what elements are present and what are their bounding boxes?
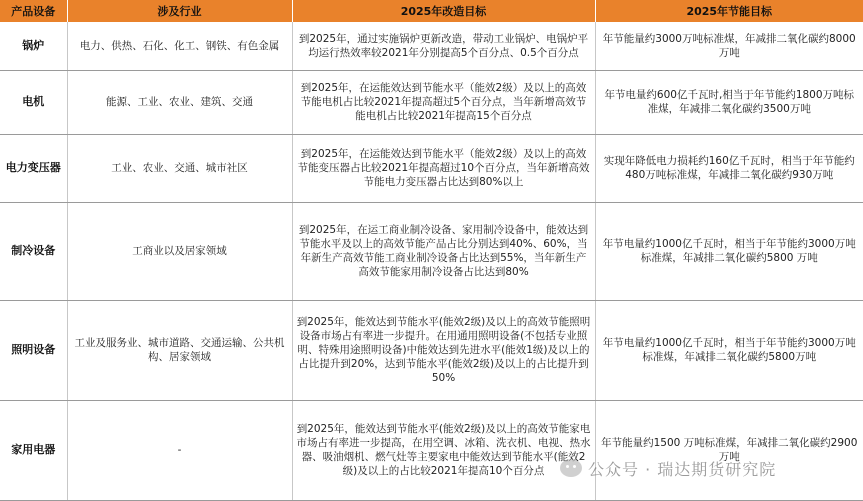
- cell-product: 制冷设备: [0, 202, 67, 300]
- cell-product: 电力变压器: [0, 134, 67, 202]
- cell-industries: -: [67, 400, 292, 500]
- watermark-text: 公众号 · 瑞达期货研究院: [588, 459, 777, 479]
- cell-industries: 能源、工业、农业、建筑、交通: [67, 70, 292, 134]
- cell-reform-target: 到2025年，能效达到节能水平(能效2级)及以上的高效节能照明设备市场占有率进一步提升。在用通用照明设备(不包括专业照明、特殊用途照明设备)中能效达到先进水平(能效1级)及以上的占比提升到20%，达到节能水平(能效2级)及以上的占比提升到50%: [292, 300, 595, 400]
- header-industries: 涉及行业: [67, 0, 292, 22]
- cell-reform-target: 到2025年，在运能效达到节能水平（能效2级）及以上的高效节能电机占比较2021年提高超过5个百分点，当年新增高效节能电机占比较2021年提高15个百分点: [292, 70, 595, 134]
- cell-energy-target: 年节能量约1500 万吨标准煤，年减排二氧化碳约2900万吨: [595, 400, 863, 500]
- cell-product: 照明设备: [0, 300, 67, 400]
- table-row: [0, 400, 863, 500]
- cell-reform-target: 到2025年，能效达到节能水平(能效2级)及以上的高效节能家电市场占有率进一步提高，在用空调、冰箱、洗衣机、电视、热水器、吸油烟机、燃气灶等主要家电中能效达到节能水平(能效2级)及以上的占比较2021年提高10个百分点: [292, 400, 595, 500]
- cell-energy-target: 年节电量约1000亿千瓦时，相当于年节能约3000万吨标准煤，年减排二氧化碳约5800 万吨: [595, 202, 863, 300]
- cell-product: 锅炉: [0, 22, 67, 70]
- table-row: [0, 70, 863, 134]
- cell-energy-target: 年节能量约3000万吨标准煤，年减排二氧化碳约8000万吨: [595, 22, 863, 70]
- cell-industries: 工业、农业、交通、城市社区: [67, 134, 292, 202]
- table-row: [0, 202, 863, 300]
- cell-reform-target: 到2025年，在运工商业制冷设备、家用制冷设备中，能效达到节能水平及以上的高效节能产品占比分别达到40%、60%，当年新生产高效节能工商业制冷设备占比达到55%，当年新生产高效节能家用制冷设备占比达到80%: [292, 202, 595, 300]
- cell-reform-target: 到2025年，通过实施锅炉更新改造，带动工业锅炉、电锅炉平均运行热效率较2021年分别提高5个百分点、0.5个百分点: [292, 22, 595, 70]
- header-reform-target: 2025年改造目标: [292, 0, 595, 22]
- cell-energy-target: 年节电量约600亿千瓦时,相当于年节能约1800万吨标准煤，年减排二氧化碳约3500万吨: [595, 70, 863, 134]
- cell-industries: 工商业以及居家领域: [67, 202, 292, 300]
- header-product: 产品设备: [0, 0, 67, 22]
- cell-industries: 电力、供热、石化、化工、钢铁、有色金属: [67, 22, 292, 70]
- cell-product: 电机: [0, 70, 67, 134]
- cell-product: 家用电器: [0, 400, 67, 500]
- wechat-icon: [560, 459, 582, 477]
- table-row: [0, 300, 863, 400]
- cell-energy-target: 实现年降低电力损耗约160亿千瓦时，相当于年节能约480万吨标准煤，年减排二氧化碳约930万吨: [595, 134, 863, 202]
- cell-energy-target: 年节电量约1000亿千瓦时，相当于年节能约3000万吨标准煤，年减排二氧化碳约5800万吨: [595, 300, 863, 400]
- watermark: [560, 455, 860, 481]
- cell-reform-target: 到2025年，在运能效达到节能水平（能效2级）及以上的高效节能变压器占比较2021年提高超过10个百分点，当年新增高效节能电力变压器占比达到80%以上: [292, 134, 595, 202]
- table-row: [0, 22, 863, 70]
- header-energy-target: 2025年节能目标: [595, 0, 863, 22]
- table-row: [0, 134, 863, 202]
- table-header-row: [0, 0, 863, 22]
- cell-industries: 工业及服务业、城市道路、交通运输、公共机构、居家领域: [67, 300, 292, 400]
